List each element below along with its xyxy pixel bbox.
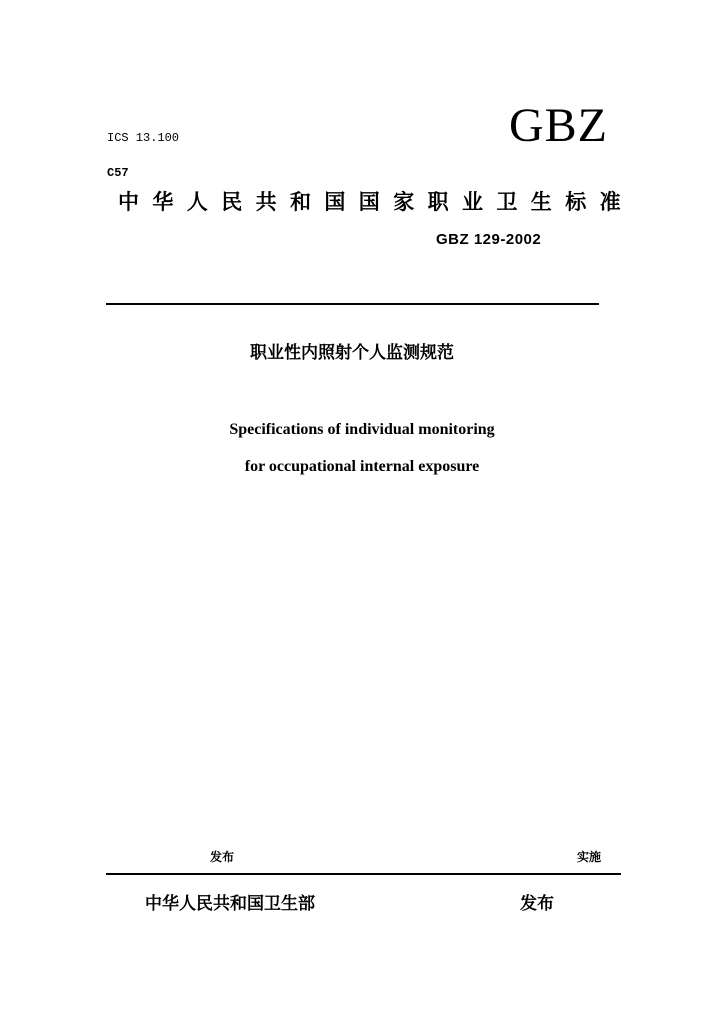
document-title-chinese: 职业性内照射个人监测规范	[250, 343, 454, 363]
document-title-english-line1: Specifications of individual monitoring	[229, 421, 495, 438]
top-divider	[106, 303, 599, 305]
implementation-date-label: 实施	[577, 850, 602, 864]
issued-by-label: 发布	[520, 894, 554, 914]
gbz-logo: GBZ	[509, 99, 608, 152]
issuing-authority: 中华人民共和国卫生部	[145, 894, 315, 914]
ics-code: ICS 13.100	[107, 131, 180, 145]
standard-number: GBZ 129-2002	[436, 231, 542, 248]
bottom-divider	[106, 873, 621, 875]
ccs-code: C57	[107, 166, 129, 180]
document-title-english-line2: for occupational internal exposure	[244, 458, 480, 475]
issue-date-label: 发布	[210, 850, 235, 864]
standard-type-title: 中华人民共和国国家职业卫生标准	[118, 190, 634, 214]
